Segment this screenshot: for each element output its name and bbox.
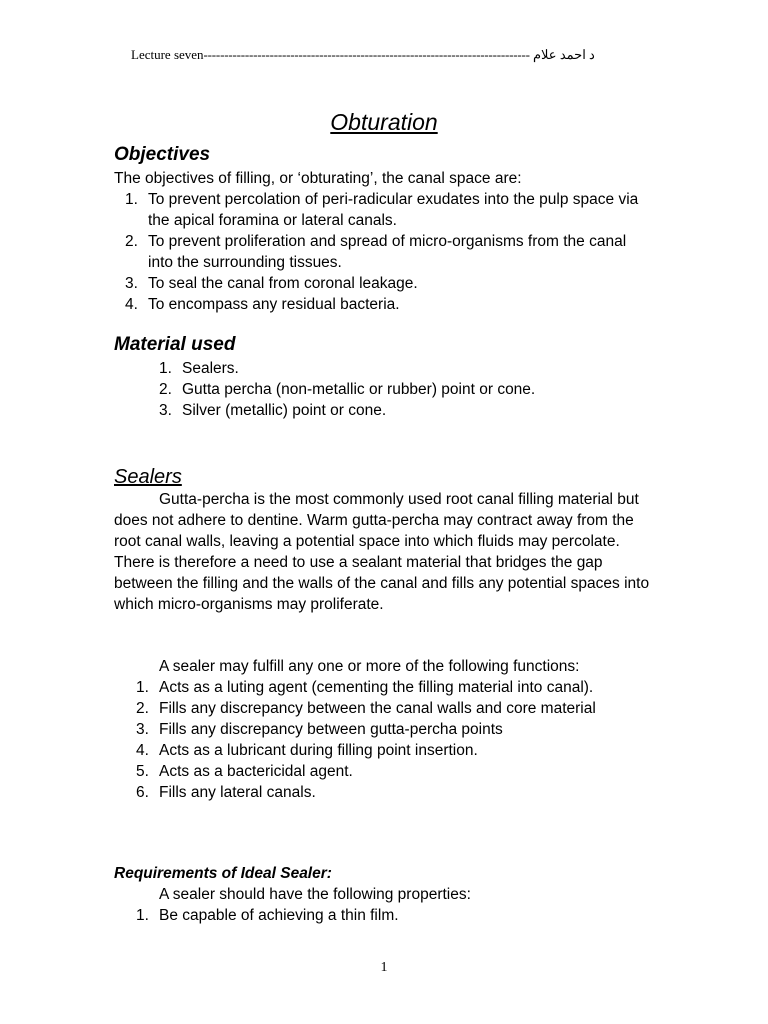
objectives-list <box>125 189 655 315</box>
list-item <box>125 294 655 315</box>
list-text: Acts as a bactericidal agent. <box>159 763 353 780</box>
list-item <box>136 782 666 803</box>
page-number: 1 <box>380 960 388 975</box>
list-number: 3. <box>159 402 172 419</box>
requirements-heading: Requirements of Ideal Sealer: <box>114 865 332 882</box>
functions-intro: A sealer may fulfill any one or more of the following functions: <box>159 658 580 675</box>
list-item <box>159 358 659 379</box>
list-item <box>125 273 655 294</box>
list-text: To encompass any residual bacteria. <box>148 296 400 313</box>
list-text: Fills any discrepancy between gutta-percha points <box>159 721 503 738</box>
list-text: Acts as a luting agent (cementing the filling material into canal). <box>159 679 594 696</box>
list-text: Silver (metallic) point or cone. <box>182 402 387 419</box>
list-number: 4. <box>136 742 149 759</box>
list-text: Fills any discrepancy between the canal walls and core material <box>159 700 596 717</box>
list-item <box>136 677 666 698</box>
page-header <box>131 47 661 67</box>
page-title: Obturation <box>330 109 438 136</box>
material-list <box>159 358 659 421</box>
list-text: To prevent proliferation and spread of micro-organisms from the canal into the surrounding tissues. <box>148 233 627 271</box>
requirements-intro: A sealer should have the following properties: <box>159 886 471 903</box>
list-number: 6. <box>136 784 149 801</box>
list-number: 4. <box>125 296 138 313</box>
requirements-list <box>136 905 666 926</box>
list-item <box>136 905 666 926</box>
list-number: 1. <box>159 360 172 377</box>
material-heading: Material used <box>114 334 236 355</box>
list-number: 5. <box>136 763 149 780</box>
list-item <box>136 740 666 761</box>
header-lecture-label: Lecture seven <box>131 47 204 62</box>
header-author: د احمد علام <box>533 47 595 62</box>
header-dashes: ------------------------------------------------------------------------------- <box>203 47 530 62</box>
functions-list <box>136 677 666 803</box>
list-item <box>125 189 655 231</box>
sealers-heading: Sealers <box>114 466 182 488</box>
list-number: 1. <box>136 907 149 924</box>
list-item <box>136 719 666 740</box>
list-text: Acts as a lubricant during filling point insertion. <box>159 742 478 759</box>
list-number: 1. <box>125 191 138 208</box>
list-item <box>136 698 666 719</box>
list-text: Gutta percha (non-metallic or rubber) point or cone. <box>182 381 536 398</box>
list-item <box>125 231 655 273</box>
list-number: 1. <box>136 679 149 696</box>
sealers-paragraph: Gutta-percha is the most commonly used root canal filling material but does not adhere to dentine. Warm gutta-percha may contract away from the root canal walls, leaving a potential space into which fluids may percolate. There is therefore a need to use a sealant material that bridges the gap between the filling and the walls of the canal and fills any potential spaces into which micro-organisms may proliferate. <box>114 491 650 613</box>
list-text: Fills any lateral canals. <box>159 784 316 801</box>
list-number: 3. <box>136 721 149 738</box>
list-number: 2. <box>136 700 149 717</box>
list-text: Sealers. <box>182 360 239 377</box>
list-number: 2. <box>125 233 138 250</box>
list-text: To prevent percolation of peri-radicular exudates into the pulp space via the apical foramina or lateral canals. <box>148 191 639 229</box>
objectives-heading: Objectives <box>114 144 211 165</box>
list-item <box>159 400 659 421</box>
objectives-intro: The objectives of filling, or ‘obturating’, the canal space are: <box>114 170 522 187</box>
list-text: To seal the canal from coronal leakage. <box>148 275 418 292</box>
list-number: 2. <box>159 381 172 398</box>
list-item <box>136 761 666 782</box>
list-text: Be capable of achieving a thin film. <box>159 907 399 924</box>
list-number: 3. <box>125 275 138 292</box>
list-item <box>159 379 659 400</box>
